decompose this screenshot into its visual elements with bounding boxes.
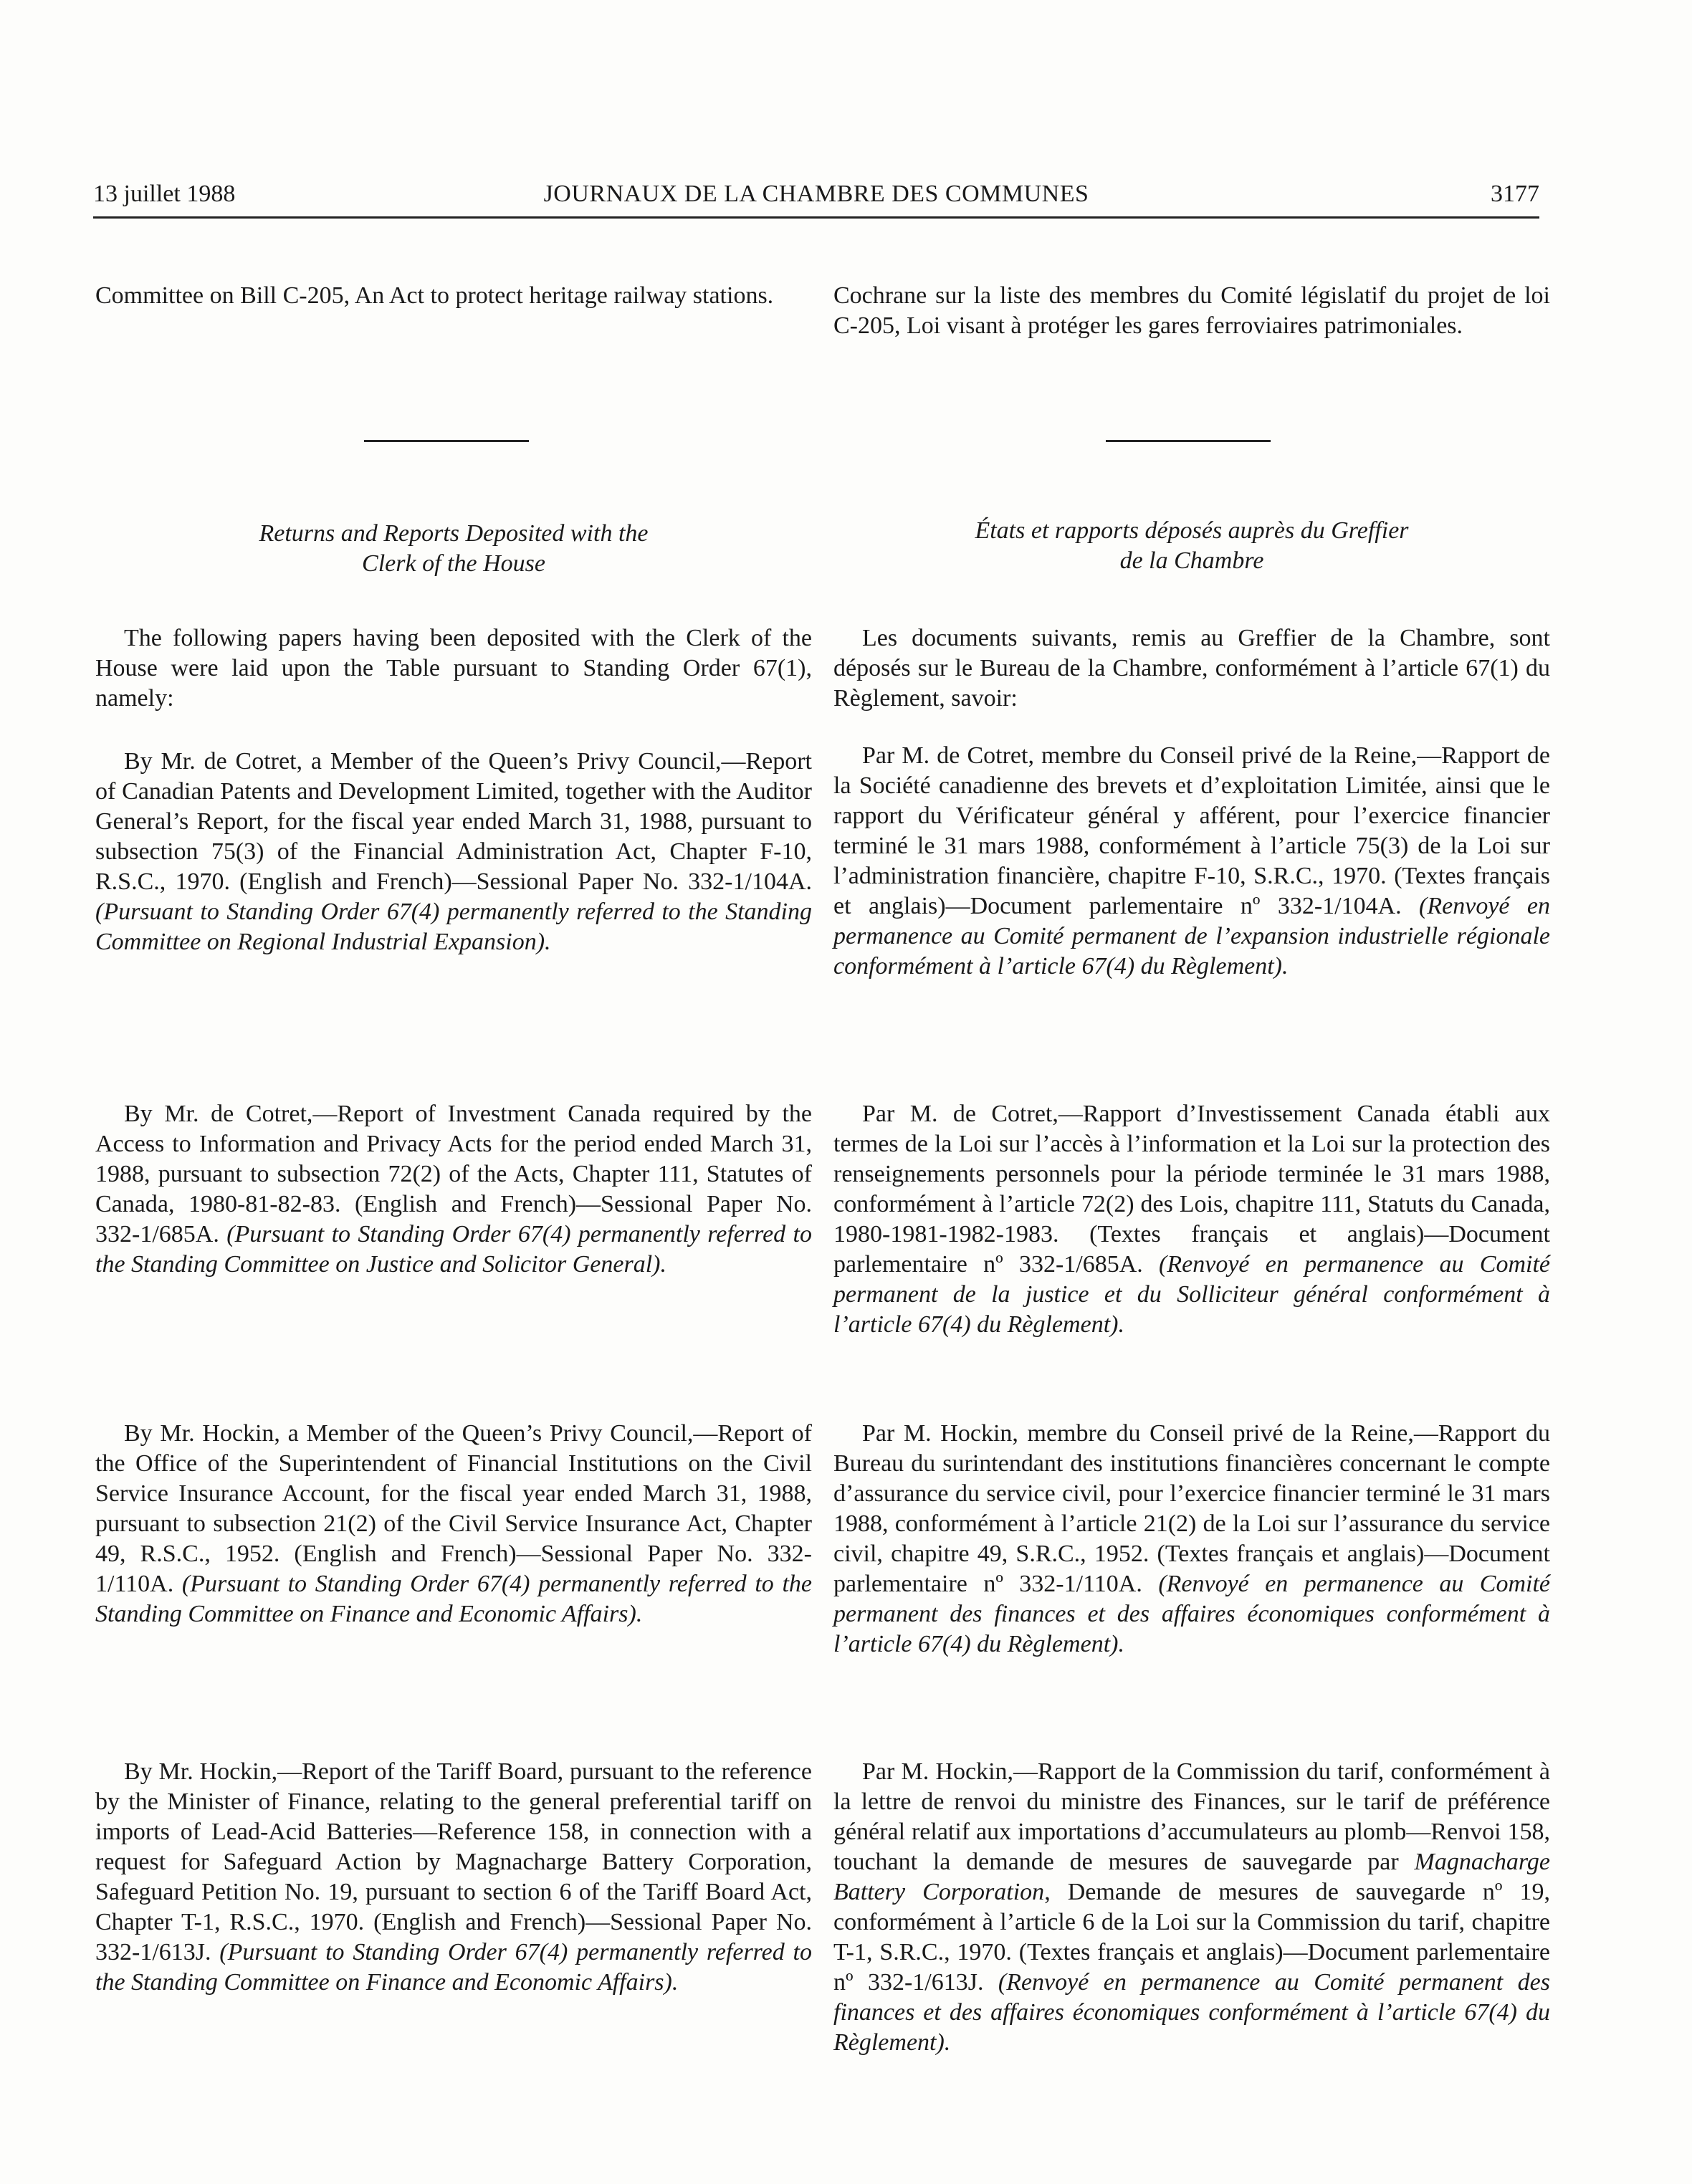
referral-note: (Renvoyé en permanence au Comité permanent des finances et des affaires économiques conformément à l’article 67(4) du Règlement). [833,1969,1550,2056]
report-entry [833,1099,1550,1340]
report-text: Par M. Hockin, membre du Conseil privé de la Reine,—Rapport du Bureau du surintendant des institutions financières concernant le compte d’assurance du service civil, pour l’exercice financier terminé le 31 mars 1988, conformément à l’article 21(2) de la Loi sur l’assurance du service civil, chapitre 49, S.R.C., 1952. (Textes français et anglais)—Document parlementaire nº 332-1/110A. [833,1420,1550,1597]
report-text: Par M. Hockin,—Rapport de la Commission du tarif, conformément à la lettre de renvoi du ministre des Finances, sur le tarif de préférence général relatif aux importations d’accumulateurs au plomb—Renvoi 158, touchant la demande de mesures de sauvegarde par [833,1758,1550,1875]
referral-note: (Pursuant to Standing Order 67(4) permanently referred to the Standing Committee on Regional Industrial Expansion). [95,899,812,955]
report-text: Par M. de Cotret,—Rapport d’Investissement Canada établi aux termes de la Loi sur l’accès à l’information et la Loi sur la protection des renseignements personnels pour la période terminée le 31 mars 1988, conformément à l’article 72(2) des Lois, chapitre 111, Statuts du Canada, 1980-1981-1982-1983. (Textes français et anglais)—Document parlementaire nº 332-1/685A. [833,1101,1550,1278]
report-text: By Mr. Hockin,—Report of the Tariff Board, pursuant to the reference by the Minister of Finance, relating to the general preferential tariff on imports of Lead-Acid Batteries—Reference 158, in connection with a request for Safeguard Action by Magnacharge Battery Corporation, Safeguard Petition No. 19, pursuant to section 6 of the Tariff Board Act, Chapter T-1, R.S.C., 1970. (English and French)—Sessional Paper No. 332-1/613J. [95,1758,812,1965]
report-entry [833,1419,1550,1659]
report-text: Par M. de Cotret, membre du Conseil privé de la Reine,—Rapport de la Société canadienne des brevets et d’exploitation Limitée, ainsi que le rapport du Vérificateur général y afférent, pour l’exercice financier terminé le 31 mars 1988, conformément à l’article 75(3) de la Loi sur l’administration financière, chapitre F-10, S.R.C., 1970. (Textes français et anglais)—Document parlementaire nº 332-1/104A. [833,742,1550,919]
journal-title: JOURNAUX DE LA CHAMBRE DES COMMUNES [543,181,1089,207]
deposit-intro-paragraph: Les documents suivants, remis au Greffier de la Chambre, sont déposés sur le Bureau de la Chambre, conformément à l’article 67(1) du Règlement, savoir: [833,625,1550,712]
heading-line-2: de la Chambre [1119,547,1264,574]
section-divider [833,440,1550,442]
report-entry [95,747,812,957]
header-date: 13 juillet 1988 [93,181,236,207]
report-text-continued: , Demande de mesures de sauvegarde nº 19, conformément à l’article 6 de la Loi sur la Commission du tarif, chapitre T-1, S.R.C., 1970. (Textes français et anglais)—Document parlementaire nº 332-1/613J. [833,1879,1551,1996]
report-text: By Mr. Hockin, a Member of the Queen’s Privy Council,—Report of the Office of the Superintendent of Financial Institutions on the Civil Service Insurance Account, for the fiscal year ended March 31, 1988, pursuant to subsection 21(2) of the Civil Service Insurance Act, Chapter 49, R.S.C., 1952. (English and French)—Sessional Paper No. 332-1/110A. [95,1420,812,1597]
section-heading [95,519,812,579]
report-text: By Mr. de Cotret,—Report of Investment Canada required by the Access to Information and Privacy Acts for the period ended March 31, 1988, pursuant to subsection 72(2) of the Acts, Chapter 111, Statutes of Canada, 1980-81-82-83. (English and French)—Sessional Paper No. 332-1/685A. [95,1101,812,1247]
section-heading [833,516,1550,576]
heading-line-2: Clerk of the House [362,550,545,577]
referral-note: (Pursuant to Standing Order 67(4) permanently referred to the Standing Committee on Justice and Solicitor General). [95,1221,812,1278]
report-text: By Mr. de Cotret, a Member of the Queen’s Privy Council,—Report of Canadian Patents and Development Limited, together with the Auditor General’s Report, for the fiscal year ended March 31, 1988, pursuant to subsection 75(3) of the Financial Administration Act, Chapter F-10, R.S.C., 1970. (English and French)—Sessional Paper No. 332-1/104A. [95,748,812,895]
referral-note: (Pursuant to Standing Order 67(4) permanently referred to the Standing Committee on Finance and Economic Affairs). [95,1571,812,1627]
report-entry [95,1757,812,1998]
referral-note: (Pursuant to Standing Order 67(4) permanently referred to the Standing Committee on Finance and Economic Affairs). [95,1939,812,1996]
company-name: Magnacharge Battery Corporation [833,1849,1550,1905]
heading-line-1: Returns and Reports Deposited with the [259,520,649,547]
intro-paragraph: Cochrane sur la liste des membres du Comité législatif du projet de loi C-205, Loi visant à protéger les gares ferroviaires patrimoniales. [833,282,1550,339]
intro-paragraph: Committee on Bill C-205, An Act to protect heritage railway stations. [95,282,774,309]
report-entry [833,741,1550,982]
referral-note: (Renvoyé en permanence au Comité permanent de la justice et du Solliciteur général conformément à l’article 67(4) du Règlement). [833,1251,1550,1338]
report-entry [95,1099,812,1280]
page-header [93,176,1539,219]
report-entry [95,1419,812,1629]
page-number: 3177 [1491,181,1539,207]
report-entry [833,1757,1550,2058]
heading-line-1: États et rapports déposés auprès du Greffier [975,517,1409,544]
section-divider [95,440,812,442]
deposit-intro-paragraph: The following papers having been deposited with the Clerk of the House were laid upon the Table pursuant to Standing Order 67(1), namely: [95,625,812,712]
referral-note: (Renvoyé en permanence au Comité permanent des finances et des affaires économiques conformément à l’article 67(4) du Règlement). [833,1571,1550,1657]
referral-note: (Renvoyé en permanence au Comité permanent de l’expansion industrielle régionale conformément à l’article 67(4) du Règlement). [833,893,1550,980]
